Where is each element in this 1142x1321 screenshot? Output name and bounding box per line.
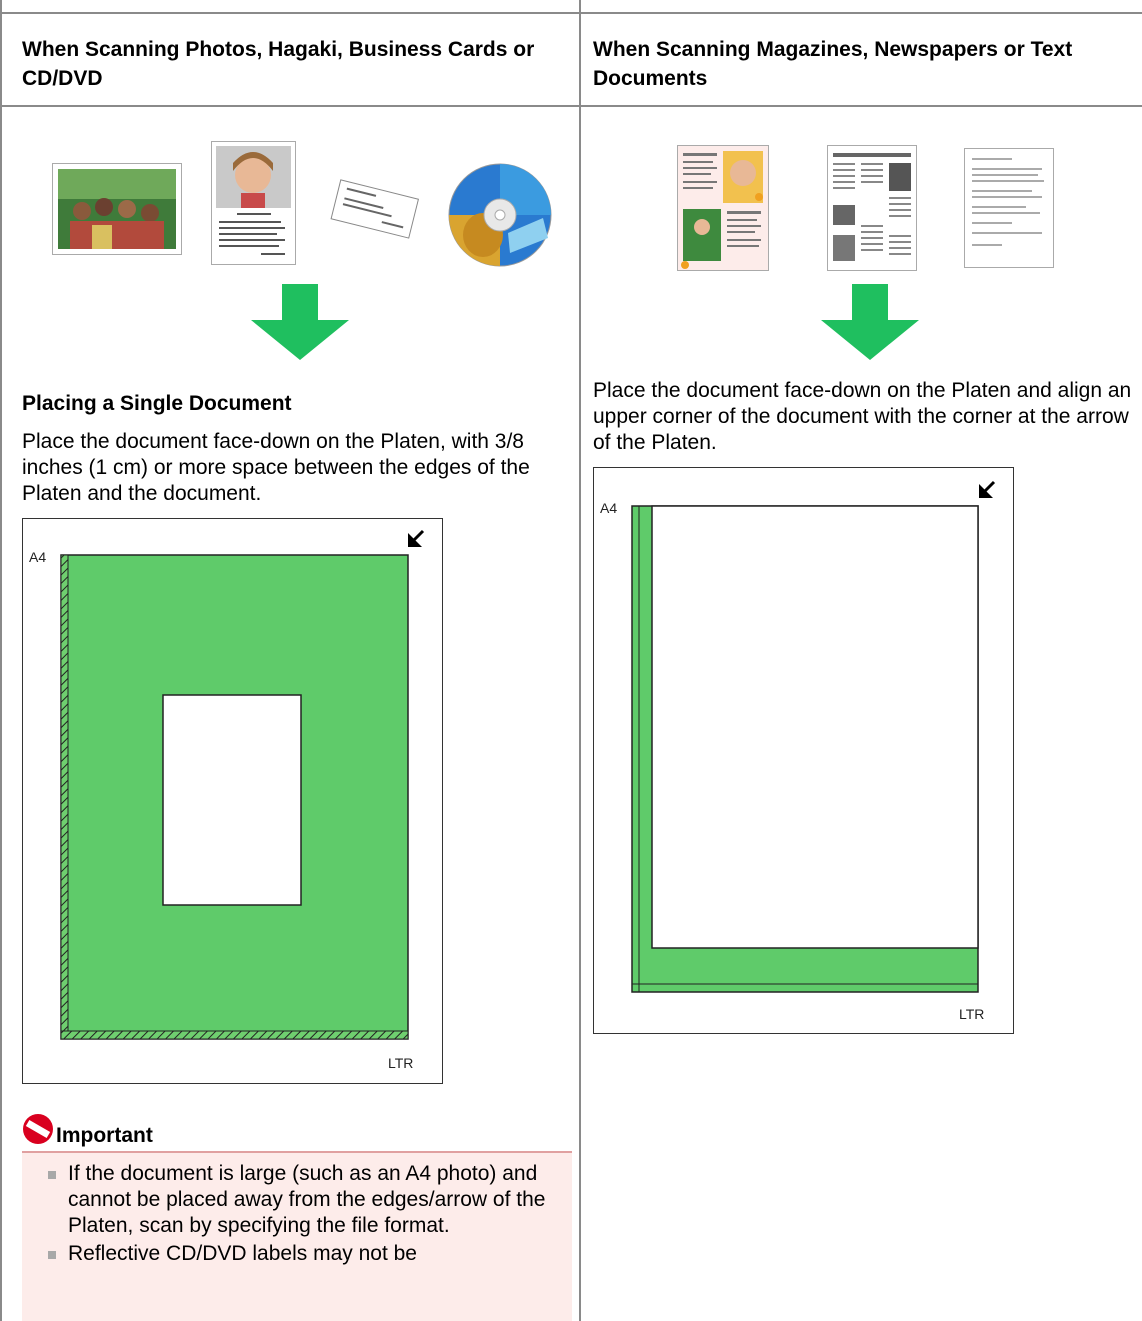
diagram-label-a4: A4 — [29, 549, 47, 565]
subheading-single-document: Placing a Single Document — [22, 392, 292, 415]
diagram-label-a4: A4 — [600, 500, 618, 516]
prohibited-icon — [22, 1113, 54, 1145]
business-card-icon — [325, 175, 425, 241]
photo-icon — [52, 163, 182, 255]
cd-dvd-icon — [448, 163, 552, 267]
column-header-photos: When Scanning Photos, Hagaki, Business Cards or CD/DVD — [22, 38, 535, 90]
table-header-divider — [0, 105, 1142, 107]
diagram-label-ltr: LTR — [959, 1006, 985, 1022]
down-arrow-icon — [821, 284, 919, 360]
platen-alignment-arrow-icon — [408, 531, 423, 547]
newspaper-icon — [827, 145, 917, 271]
text-document-icon — [964, 148, 1054, 268]
magazine-icon — [677, 145, 769, 271]
column-header-documents: When Scanning Magazines, Newspapers or Text Documents — [593, 38, 1073, 90]
platen-diagram-single — [22, 518, 443, 1084]
table-column-divider — [579, 0, 581, 1321]
platen-illustration — [23, 519, 442, 1083]
platen-diagram-documents — [593, 467, 1014, 1034]
table-border-left — [0, 0, 2, 1321]
important-header — [22, 1113, 572, 1153]
table-border-top — [0, 12, 1142, 14]
important-item: Reflective CD/DVD labels may not be — [44, 1241, 562, 1267]
hagaki-icon — [211, 141, 296, 265]
instruction-single-document: Place the document face-down on the Platen, with 3/8 inches (1 cm) or more space between the edges of the Platen and the document. — [22, 430, 530, 505]
diagram-label-ltr: LTR — [388, 1055, 414, 1071]
instruction-documents: Place the document face-down on the Platen and align an upper corner of the document with the corner at the arrow of the Platen. — [593, 379, 1132, 454]
platen-document-area — [594, 468, 1013, 1033]
important-notes — [22, 1153, 572, 1321]
important-title: Important — [56, 1124, 153, 1147]
down-arrow-icon — [251, 284, 349, 360]
important-item: If the document is large (such as an A4 photo) and cannot be placed away from the edges/arrow of the Platen, scan by specifying the file format. — [44, 1161, 562, 1239]
